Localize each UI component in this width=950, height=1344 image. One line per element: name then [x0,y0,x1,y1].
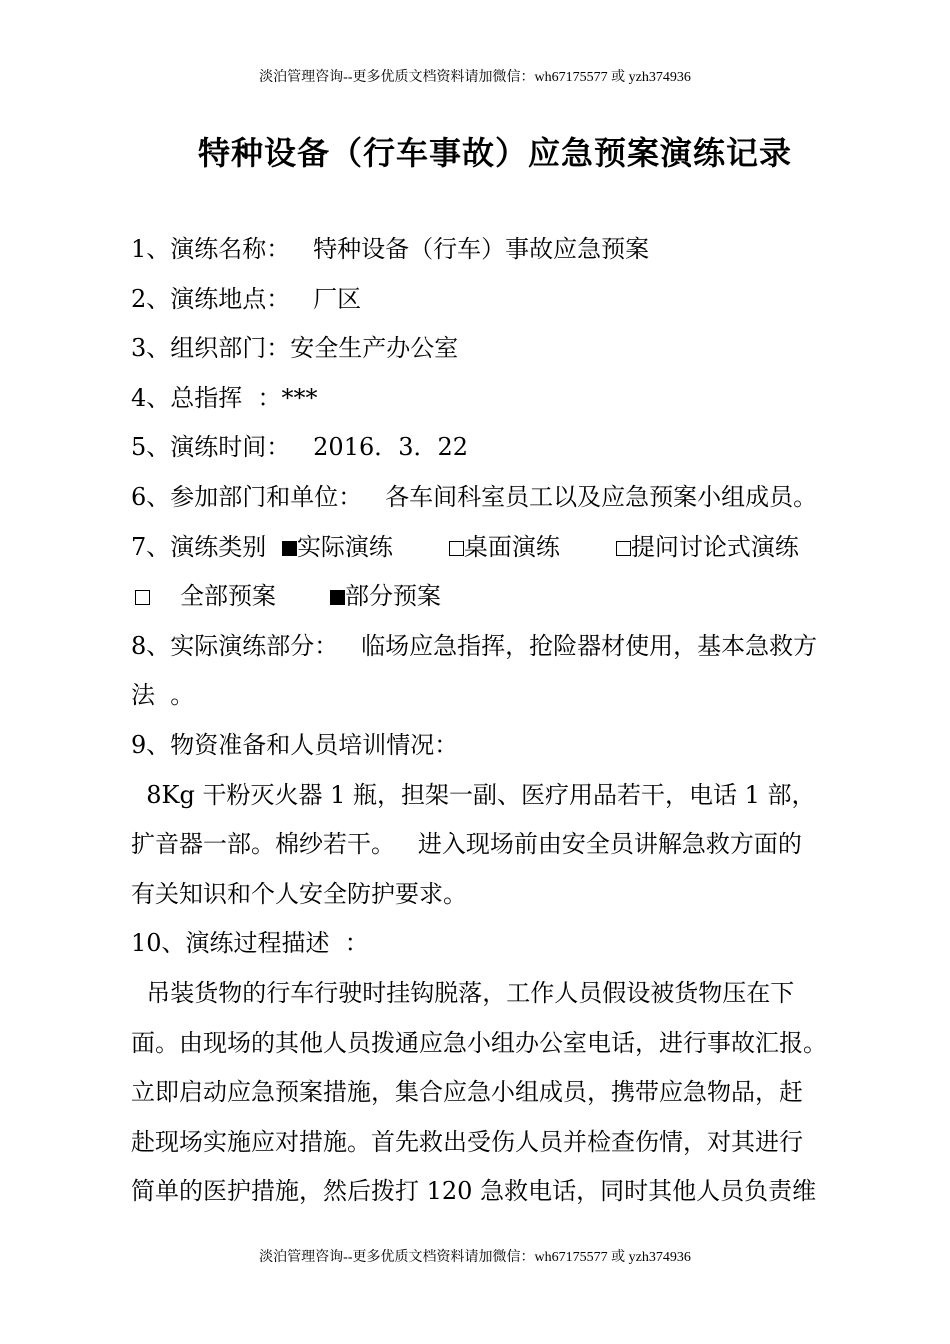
item-4-commander: 4、总指挥 ：*** [131,383,318,412]
option-partial-plan: 部分预案 [345,582,441,611]
document-body [131,225,861,1217]
item-9-text-line-2: 扩音器一部。棉纱若干。 进入现场前由安全员讲解急救方面的 [131,830,802,859]
item-9-text-line-3: 有关知识和个人安全防护要求。 [131,879,467,908]
item-9-heading: 9、物资准备和人员培训情况： [131,730,459,759]
item-8-continued: 法 。 [131,681,195,710]
item-3-department: 3、组织部门：安全生产办公室 [131,334,459,363]
item-7-exercise-type [131,523,861,573]
checkbox-full-plan [135,590,150,605]
checkbox-discussion [616,541,631,556]
option-discussion-exercise: 提问讨论式演练 [630,532,799,561]
checkbox-partial-plan-checked [330,590,345,605]
option-tabletop-exercise: 桌面演练 [463,532,560,561]
item-10-text-line-4: 赴现场实施应对措施。首先救出受伤人员并检查伤情，对其进行 [131,1127,803,1156]
item-6-participants: 6、参加部门和单位： 各车间科室员工以及应急预案小组成员。 [131,482,818,511]
checkbox-tabletop [449,541,464,556]
item-10-text-line-1: 吊装货物的行车行驶时挂钩脱落，工作人员假设被货物压在下 [131,978,795,1007]
document-title: 特种设备（行车事故）应急预案演练记录 [197,134,792,172]
page-footer: 淡泊管理咨询--更多优质文档资料请加微信：wh67175577 或 yzh374936 [259,1250,691,1265]
item-1-name: 1、演练名称： 特种设备（行车）事故应急预案 [131,235,650,263]
item-7-plan-scope [131,572,861,622]
item-5-time: 5、演练时间： 2016．3．22 [131,433,469,462]
option-actual-exercise: 实际演练 [296,532,393,561]
option-full-plan: 全部预案 [180,582,276,611]
item-10-text-line-3: 立即启动应急预案措施，集合应急小组成员，携带应急物品，赶 [131,1078,803,1107]
page-header: 淡泊管理咨询--更多优质文档资料请加微信：wh67175577 或 yzh374936 [259,70,691,85]
item-2-location: 2、演练地点： 厂区 [131,284,362,313]
item-10-heading: 10、演练过程描述 ： [131,929,369,958]
item-8-actual-part: 8、实际演练部分： 临场应急指挥，抢险器材使用，基本急救方 [131,631,818,660]
exercise-type-label: 7、演练类别 [131,532,274,561]
item-9-text-line-1: 8Kg 干粉灭火器 1 瓶，担架一副、医疗用品若干，电话 1 部， [131,780,816,809]
item-10-text-line-2: 面。由现场的其他人员拨通应急小组办公室电话，进行事故汇报。 [131,1028,827,1057]
checkbox-actual-checked [282,541,297,556]
item-10-text-line-5: 简单的医护措施，然后拨打 120 急救电话，同时其他人员负责维 [131,1177,817,1206]
